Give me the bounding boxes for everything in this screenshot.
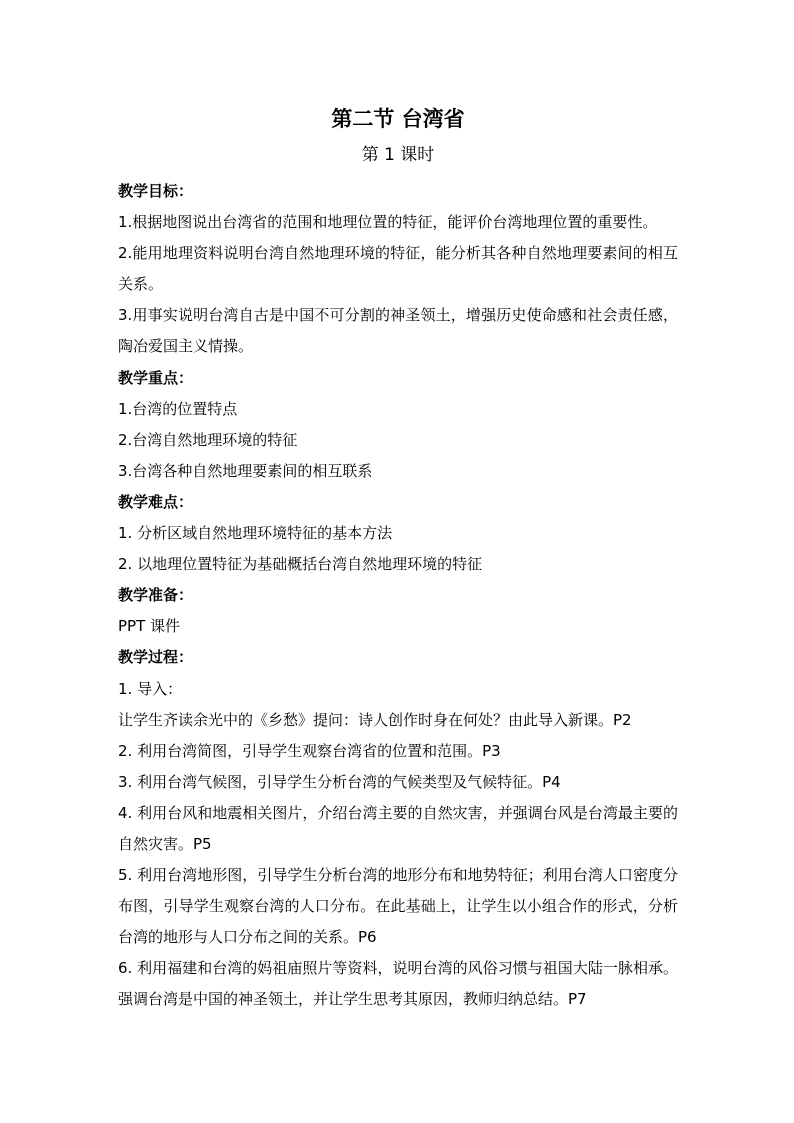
section-objectives — [118, 176, 678, 363]
section-key-points — [118, 363, 678, 487]
process-item: 3. 利用台湾气候图，引导学生分析台湾的气候类型及气候特征。P4 — [118, 772, 561, 791]
section-heading: 教学难点： — [118, 492, 194, 511]
objective-item: 3.用事实说明台湾自古是中国不可分割的神圣领土，增强历史使命感和社会责任感，陶冶爱国主义情操。 — [118, 306, 678, 356]
process-item: 让学生齐读余光中的《乡愁》提问：诗人创作时身在何处？由此导入新课。P2 — [118, 710, 632, 729]
preparation-item: PPT 课件 — [118, 617, 181, 636]
objective-item: 2.能用地理资料说明台湾自然地理环境的特征，能分析其各种自然地理要素间的相互关系。 — [118, 244, 678, 294]
key-point-item: 1.台湾的位置特点 — [118, 399, 238, 418]
section-heading: 教学目标： — [118, 182, 194, 200]
process-item: 5. 利用台湾地形图，引导学生分析台湾的地形分布和地势特征；利用台湾人口密度分布图，引导学生观察台湾的人口分布。在此基础上，让学生以小组合作的形式，分析台湾的地形与人口分布之间的关系。P6 — [118, 866, 678, 947]
objective-item: 1.根据地图说出台湾省的范围和地理位置的特征，能评价台湾地理位置的重要性。 — [118, 213, 658, 232]
section-process — [118, 642, 678, 1015]
section-heading: 教学重点： — [118, 368, 194, 387]
section-heading: 教学准备： — [118, 586, 194, 605]
process-item: 1. 导入： — [118, 679, 183, 698]
document-subtitle: 第 1 课时 — [361, 145, 435, 165]
section-heading: 教学过程： — [118, 648, 194, 667]
section-preparation — [118, 580, 678, 642]
key-point-item: 2.台湾自然地理环境的特征 — [118, 430, 298, 449]
difficulty-item: 1. 分析区域自然地理环境特征的基本方法 — [118, 524, 393, 543]
process-item: 2. 利用台湾简图，引导学生观察台湾省的位置和范围。P3 — [118, 741, 501, 760]
difficulty-item: 2. 以地理位置特征为基础概括台湾自然地理环境的特征 — [118, 555, 483, 574]
section-difficulties — [118, 487, 678, 580]
key-point-item: 3.台湾各种自然地理要素间的相互联系 — [118, 461, 373, 480]
process-item: 6. 利用福建和台湾的妈祖庙照片等资料，说明台湾的风俗习惯与祖国大陆一脉相承。强调台湾是中国的神圣领土，并让学生思考其原因，教师归纳总结。P7 — [118, 959, 678, 1009]
document-title: 第二节 台湾省 — [331, 107, 465, 131]
process-item: 4. 利用台风和地震相关图片，介绍台湾主要的自然灾害，并强调台风是台湾最主要的自然灾害。P5 — [118, 803, 678, 853]
document-page — [118, 100, 678, 1016]
